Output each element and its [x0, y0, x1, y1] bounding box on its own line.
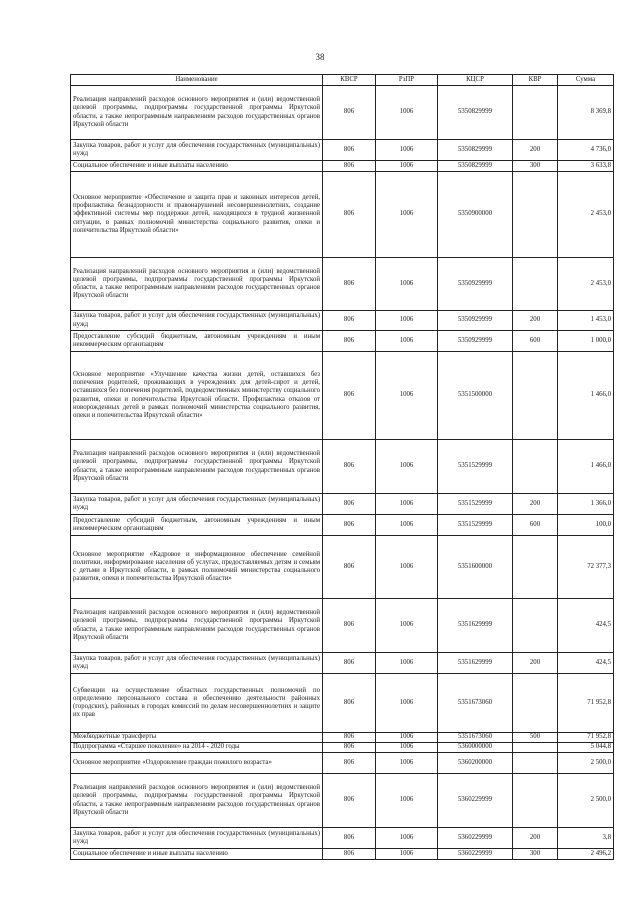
row-kvr: 200 [513, 140, 558, 161]
row-kvr: 200 [513, 653, 558, 674]
table-row [71, 753, 614, 774]
row-kvr: 200 [513, 828, 558, 849]
row-kvr [513, 599, 558, 653]
row-kvr: 600 [513, 331, 558, 352]
row-rzpr: 1006 [376, 753, 438, 774]
row-kcsr: 5351529999 [438, 515, 513, 536]
row-name: Реализация направлений расходов основного мероприятия и (или) ведомственной целевой программы, подпрограммы государственной программы Иркутской области, а также непрограммным направлениям расходов государственных органов Иркутской области [71, 86, 323, 140]
row-kcsr: 5350929999 [438, 311, 513, 331]
row-rzpr: 1006 [376, 733, 438, 743]
row-name: Субвенции на осуществление областных государственных полномочий по определению персонального состава и обеспечению деятельности районных (городских), районных в городах комиссий по делам несовершеннолетних и защите их прав [71, 674, 323, 733]
row-rzpr: 1006 [376, 140, 438, 161]
row-kvsr: 806 [323, 494, 376, 515]
row-kvr: 200 [513, 494, 558, 515]
row-kcsr: 5350929999 [438, 258, 513, 311]
row-kvr [513, 753, 558, 774]
row-name: Основное мероприятие «Кадровое и информационное обеспечение семейной политики, информирование населения об услугах, предоставляемых детям и семьям с детьми в Иркутской области, в рамках полномочий министерства социального развития, опеки и попечительства Иркутской области» [71, 536, 323, 599]
table-row [71, 515, 614, 536]
row-rzpr: 1006 [376, 331, 438, 352]
table-row [71, 536, 614, 599]
row-kvr [513, 86, 558, 140]
row-name: Социальное обеспечение и иные выплаты населению [71, 849, 323, 860]
row-name: Реализация направлений расходов основного мероприятия и (или) ведомственной целевой программы, подпрограммы государственной программы Иркутской области, а также непрограммным направлениям расходов государственных органов Иркутской области [71, 599, 323, 653]
row-kvsr: 806 [323, 743, 376, 753]
row-kcsr: 5360000000 [438, 743, 513, 753]
table-row [71, 311, 614, 331]
row-kcsr: 5351529999 [438, 440, 513, 494]
table-row [71, 828, 614, 849]
table-row [71, 440, 614, 494]
table-header-row [71, 75, 614, 86]
table-row [71, 849, 614, 860]
row-kcsr: 5360200000 [438, 753, 513, 774]
row-kvsr: 806 [323, 86, 376, 140]
row-rzpr: 1006 [376, 828, 438, 849]
row-kcsr: 5360229999 [438, 849, 513, 860]
table-row [71, 172, 614, 258]
row-kcsr: 5351629999 [438, 653, 513, 674]
header-rzpr: РзПР [376, 75, 438, 86]
row-sum: 2 453,0 [558, 172, 614, 258]
row-name: Предоставление субсидий бюджетным, автономным учреждениям и иным некоммерческим организациям [71, 515, 323, 536]
row-sum: 2 500,0 [558, 774, 614, 828]
row-name: Реализация направлений расходов основного мероприятия и (или) ведомственной целевой программы, подпрограммы государственной программы Иркутской области, а также непрограммным направлениям расходов государственных органов Иркутской области [71, 258, 323, 311]
row-kvsr: 806 [323, 774, 376, 828]
row-kvsr: 806 [323, 674, 376, 733]
row-kvsr: 806 [323, 352, 376, 440]
page-number: 38 [315, 52, 325, 62]
row-kvr [513, 352, 558, 440]
row-sum: 1 366,0 [558, 494, 614, 515]
row-name: Межбюджетные трансферты [71, 733, 323, 743]
row-kcsr: 5351500000 [438, 352, 513, 440]
row-rzpr: 1006 [376, 674, 438, 733]
row-kvr: 300 [513, 161, 558, 172]
table-row [71, 653, 614, 674]
row-sum: 4 736,0 [558, 140, 614, 161]
row-kcsr: 5350929999 [438, 331, 513, 352]
row-kcsr: 5360229999 [438, 828, 513, 849]
row-rzpr: 1006 [376, 440, 438, 494]
row-name: Закупка товаров, работ и услуг для обеспечения государственных (муниципальных) нужд [71, 653, 323, 674]
row-sum: 72 377,3 [558, 536, 614, 599]
row-kvr: 200 [513, 311, 558, 331]
row-kvr [513, 536, 558, 599]
row-kcsr: 5351529999 [438, 494, 513, 515]
row-rzpr: 1006 [376, 849, 438, 860]
row-rzpr: 1006 [376, 515, 438, 536]
row-kvsr: 806 [323, 828, 376, 849]
row-sum: 1 000,0 [558, 331, 614, 352]
row-kcsr: 5350829999 [438, 140, 513, 161]
row-name: Закупка товаров, работ и услуг для обеспечения государственных (муниципальных) нужд [71, 311, 323, 331]
row-kvsr: 806 [323, 440, 376, 494]
row-kvr [513, 774, 558, 828]
row-kvsr: 806 [323, 536, 376, 599]
row-name: Подпрограмма «Старшее поколение» на 2014 - 2020 годы [71, 743, 323, 753]
row-kvsr: 806 [323, 515, 376, 536]
row-name: Реализация направлений расходов основного мероприятия и (или) ведомственной целевой программы, подпрограммы государственной программы Иркутской области, а также непрограммным направлениям расходов государственных органов Иркутской области [71, 440, 323, 494]
header-kvsr: КВСР [323, 75, 376, 86]
row-kcsr: 5351673060 [438, 733, 513, 743]
row-sum: 3 633,8 [558, 161, 614, 172]
row-sum: 71 952,8 [558, 733, 614, 743]
budget-table [70, 74, 614, 860]
row-sum: 100,0 [558, 515, 614, 536]
row-kcsr: 5350829999 [438, 161, 513, 172]
header-sum: Сумма [558, 75, 614, 86]
row-name: Основное мероприятие «Оздоровление граждан пожилого возраста» [71, 753, 323, 774]
row-rzpr: 1006 [376, 172, 438, 258]
row-kvsr: 806 [323, 599, 376, 653]
row-sum: 424,5 [558, 653, 614, 674]
table-row [71, 774, 614, 828]
table-row [71, 331, 614, 352]
row-rzpr: 1006 [376, 653, 438, 674]
row-kvsr: 806 [323, 331, 376, 352]
table-row [71, 258, 614, 311]
table-row [71, 140, 614, 161]
row-kvr [513, 258, 558, 311]
row-kcsr: 5351600000 [438, 536, 513, 599]
row-name: Предоставление субсидий бюджетным, автономным учреждениям и иным некоммерческим организациям [71, 331, 323, 352]
row-name: Основное мероприятие «Обеспечение и защита прав и законных интересов детей, профилактика безнадзорности и правонарушений несовершеннолетних, создание эффективной системы мер поддержки детей, находящихся в трудной жизненной ситуации, в рамках полномочий министерства социального развития, опеки и попечительства Иркутской области» [71, 172, 323, 258]
row-kcsr: 5360229999 [438, 774, 513, 828]
row-name: Социальное обеспечение и иные выплаты населению [71, 161, 323, 172]
row-sum: 5 044,8 [558, 743, 614, 753]
row-rzpr: 1006 [376, 599, 438, 653]
row-kvr: 500 [513, 733, 558, 743]
row-kvsr: 806 [323, 653, 376, 674]
row-kvsr: 806 [323, 172, 376, 258]
row-kvr [513, 440, 558, 494]
row-kcsr: 5351673060 [438, 674, 513, 733]
header-kcsr: КЦСР [438, 75, 513, 86]
row-sum: 1 466,0 [558, 352, 614, 440]
row-rzpr: 1006 [376, 352, 438, 440]
row-rzpr: 1006 [376, 86, 438, 140]
row-sum: 424,5 [558, 599, 614, 653]
row-name: Реализация направлений расходов основного мероприятия и (или) ведомственной целевой программы, подпрограммы государственной программы Иркутской области, а также непрограммным направлениям расходов государственных органов Иркутской области [71, 774, 323, 828]
row-rzpr: 1006 [376, 536, 438, 599]
row-sum: 2 496,2 [558, 849, 614, 860]
row-kvsr: 806 [323, 258, 376, 311]
row-sum: 71 952,8 [558, 674, 614, 733]
row-kvsr: 806 [323, 753, 376, 774]
row-sum: 3,8 [558, 828, 614, 849]
row-sum: 2 500,0 [558, 753, 614, 774]
header-name: Наименование [71, 75, 323, 86]
table-row [71, 743, 614, 753]
row-kvr [513, 172, 558, 258]
row-sum: 8 369,8 [558, 86, 614, 140]
row-name: Закупка товаров, работ и услуг для обеспечения государственных (муниципальных) нужд [71, 494, 323, 515]
row-name: Основное мероприятие «Улучшение качества жизни детей, оставшихся без попечения родителей, проживающих в учреждениях для детей-сирот и детей, оставшихся без попечения родителей, подведомственных министерству социального развития, опеки и попечительства Иркутской области. Профилактика отказов от новорожденных детей в рамках полномочий министерства социального развития, опеки и попечительства Иркутской области» [71, 352, 323, 440]
table-body [71, 86, 614, 860]
row-name: Закупка товаров, работ и услуг для обеспечения государственных (муниципальных) нужд [71, 140, 323, 161]
row-rzpr: 1006 [376, 743, 438, 753]
row-kvsr: 806 [323, 140, 376, 161]
row-sum: 2 453,0 [558, 258, 614, 311]
row-rzpr: 1006 [376, 774, 438, 828]
row-kvsr: 806 [323, 733, 376, 743]
table-row [71, 733, 614, 743]
row-sum: 1 466,0 [558, 440, 614, 494]
table-row [71, 599, 614, 653]
row-name: Закупка товаров, работ и услуг для обеспечения государственных (муниципальных) нужд [71, 828, 323, 849]
row-kcsr: 5351629999 [438, 599, 513, 653]
row-kcsr: 5350900000 [438, 172, 513, 258]
row-kvsr: 806 [323, 849, 376, 860]
row-rzpr: 1006 [376, 258, 438, 311]
row-kvr: 300 [513, 849, 558, 860]
row-kvsr: 806 [323, 161, 376, 172]
row-rzpr: 1006 [376, 311, 438, 331]
table-row [71, 352, 614, 440]
row-kcsr: 5350829999 [438, 86, 513, 140]
header-kvr: КВР [513, 75, 558, 86]
row-rzpr: 1006 [376, 161, 438, 172]
row-kvr [513, 743, 558, 753]
row-sum: 1 453,0 [558, 311, 614, 331]
row-kvr [513, 674, 558, 733]
table-row [71, 86, 614, 140]
row-rzpr: 1006 [376, 494, 438, 515]
table-row [71, 161, 614, 172]
row-kvsr: 806 [323, 311, 376, 331]
row-kvr: 600 [513, 515, 558, 536]
table-row [71, 674, 614, 733]
table-row [71, 494, 614, 515]
